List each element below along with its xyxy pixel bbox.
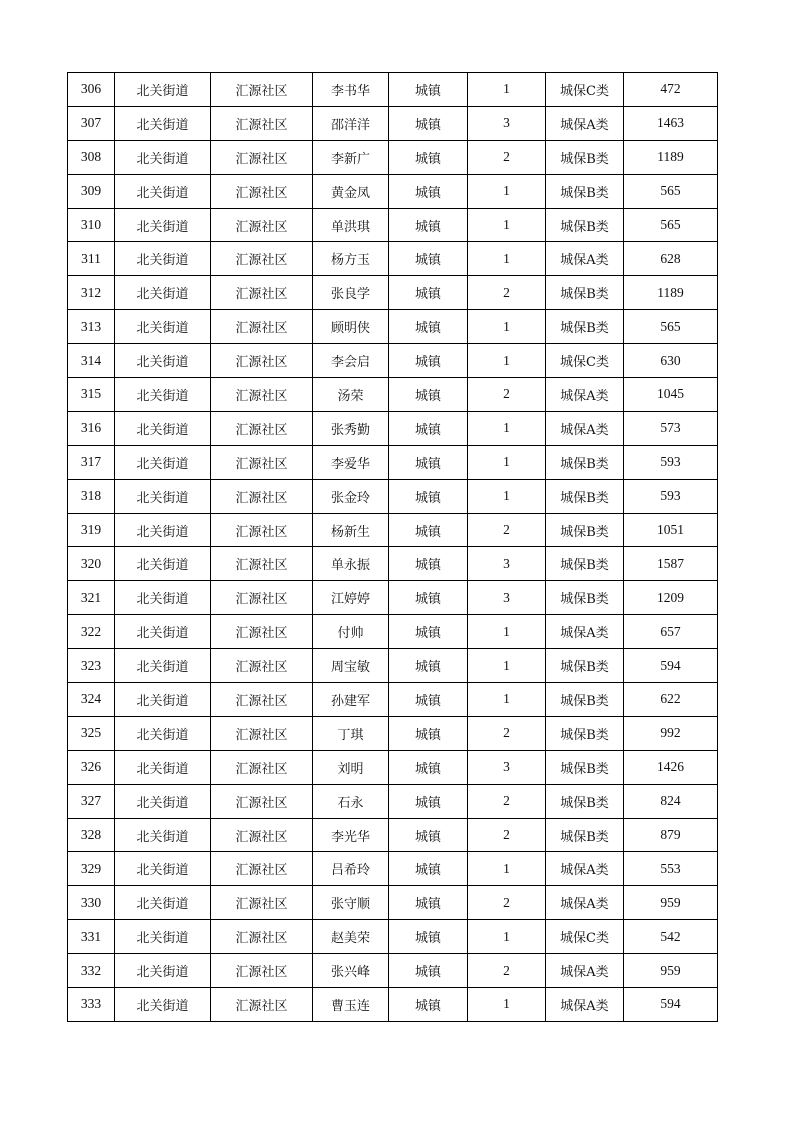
household-size-cell: 1 bbox=[468, 344, 546, 378]
subdistrict-cell: 北关街道 bbox=[115, 683, 211, 717]
residence-type-cell: 城镇 bbox=[389, 140, 468, 174]
name-cell: 周宝敏 bbox=[313, 649, 389, 683]
name-cell: 张守顺 bbox=[313, 886, 389, 920]
amount-cell: 1045 bbox=[624, 378, 718, 412]
assistance-category-cell: 城保B类 bbox=[546, 208, 624, 242]
row-number-cell: 307 bbox=[68, 106, 115, 140]
residence-type-cell: 城镇 bbox=[389, 886, 468, 920]
subdistrict-cell: 北关街道 bbox=[115, 716, 211, 750]
name-cell: 张金玲 bbox=[313, 479, 389, 513]
residence-type-cell: 城镇 bbox=[389, 242, 468, 276]
subdistrict-cell: 北关街道 bbox=[115, 852, 211, 886]
amount-cell: 622 bbox=[624, 683, 718, 717]
subdistrict-cell: 北关街道 bbox=[115, 73, 211, 107]
residence-type-cell: 城镇 bbox=[389, 750, 468, 784]
amount-cell: 630 bbox=[624, 344, 718, 378]
community-cell: 汇源社区 bbox=[211, 445, 313, 479]
household-size-cell: 2 bbox=[468, 513, 546, 547]
subdistrict-cell: 北关街道 bbox=[115, 174, 211, 208]
row-number-cell: 324 bbox=[68, 683, 115, 717]
amount-cell: 565 bbox=[624, 174, 718, 208]
assistance-category-cell: 城保A类 bbox=[546, 886, 624, 920]
table-row bbox=[68, 106, 718, 140]
subdistrict-cell: 北关街道 bbox=[115, 208, 211, 242]
amount-cell: 594 bbox=[624, 988, 718, 1022]
residence-type-cell: 城镇 bbox=[389, 310, 468, 344]
household-size-cell: 1 bbox=[468, 479, 546, 513]
assistance-category-cell: 城保A类 bbox=[546, 242, 624, 276]
amount-cell: 565 bbox=[624, 310, 718, 344]
row-number-cell: 333 bbox=[68, 988, 115, 1022]
subdistrict-cell: 北关街道 bbox=[115, 818, 211, 852]
name-cell: 李书华 bbox=[313, 73, 389, 107]
community-cell: 汇源社区 bbox=[211, 615, 313, 649]
household-size-cell: 2 bbox=[468, 818, 546, 852]
row-number-cell: 323 bbox=[68, 649, 115, 683]
row-number-cell: 318 bbox=[68, 479, 115, 513]
subdistrict-cell: 北关街道 bbox=[115, 547, 211, 581]
assistance-category-cell: 城保B类 bbox=[546, 784, 624, 818]
amount-cell: 573 bbox=[624, 411, 718, 445]
assistance-category-cell: 城保B类 bbox=[546, 683, 624, 717]
residence-type-cell: 城镇 bbox=[389, 276, 468, 310]
subdistrict-cell: 北关街道 bbox=[115, 378, 211, 412]
residence-type-cell: 城镇 bbox=[389, 513, 468, 547]
row-number-cell: 312 bbox=[68, 276, 115, 310]
amount-cell: 959 bbox=[624, 954, 718, 988]
assistance-category-cell: 城保B类 bbox=[546, 716, 624, 750]
community-cell: 汇源社区 bbox=[211, 513, 313, 547]
name-cell: 张秀勤 bbox=[313, 411, 389, 445]
table-row bbox=[68, 242, 718, 276]
amount-cell: 1426 bbox=[624, 750, 718, 784]
row-number-cell: 309 bbox=[68, 174, 115, 208]
row-number-cell: 326 bbox=[68, 750, 115, 784]
residence-type-cell: 城镇 bbox=[389, 852, 468, 886]
amount-cell: 628 bbox=[624, 242, 718, 276]
household-size-cell: 2 bbox=[468, 378, 546, 412]
residence-type-cell: 城镇 bbox=[389, 73, 468, 107]
name-cell: 吕希玲 bbox=[313, 852, 389, 886]
assistance-category-cell: 城保A类 bbox=[546, 615, 624, 649]
table-row bbox=[68, 547, 718, 581]
community-cell: 汇源社区 bbox=[211, 988, 313, 1022]
residence-type-cell: 城镇 bbox=[389, 649, 468, 683]
name-cell: 石永 bbox=[313, 784, 389, 818]
household-size-cell: 1 bbox=[468, 445, 546, 479]
amount-cell: 1051 bbox=[624, 513, 718, 547]
residence-type-cell: 城镇 bbox=[389, 479, 468, 513]
row-number-cell: 311 bbox=[68, 242, 115, 276]
row-number-cell: 317 bbox=[68, 445, 115, 479]
subdistrict-cell: 北关街道 bbox=[115, 445, 211, 479]
assistance-category-cell: 城保C类 bbox=[546, 73, 624, 107]
community-cell: 汇源社区 bbox=[211, 73, 313, 107]
household-size-cell: 1 bbox=[468, 411, 546, 445]
roster-table-body bbox=[68, 73, 718, 1022]
row-number-cell: 321 bbox=[68, 581, 115, 615]
subdistrict-cell: 北关街道 bbox=[115, 886, 211, 920]
name-cell: 张良学 bbox=[313, 276, 389, 310]
row-number-cell: 328 bbox=[68, 818, 115, 852]
assistance-category-cell: 城保B类 bbox=[546, 818, 624, 852]
residence-type-cell: 城镇 bbox=[389, 954, 468, 988]
table-row bbox=[68, 310, 718, 344]
name-cell: 杨新生 bbox=[313, 513, 389, 547]
assistance-category-cell: 城保A类 bbox=[546, 954, 624, 988]
subdistrict-cell: 北关街道 bbox=[115, 920, 211, 954]
subdistrict-cell: 北关街道 bbox=[115, 276, 211, 310]
row-number-cell: 308 bbox=[68, 140, 115, 174]
household-size-cell: 1 bbox=[468, 73, 546, 107]
subdistrict-cell: 北关街道 bbox=[115, 140, 211, 174]
subdistrict-cell: 北关街道 bbox=[115, 581, 211, 615]
assistance-category-cell: 城保A类 bbox=[546, 106, 624, 140]
subdistrict-cell: 北关街道 bbox=[115, 106, 211, 140]
table-row bbox=[68, 479, 718, 513]
community-cell: 汇源社区 bbox=[211, 954, 313, 988]
name-cell: 黄金凤 bbox=[313, 174, 389, 208]
community-cell: 汇源社区 bbox=[211, 750, 313, 784]
table-row bbox=[68, 818, 718, 852]
table-row bbox=[68, 954, 718, 988]
household-size-cell: 1 bbox=[468, 920, 546, 954]
household-size-cell: 1 bbox=[468, 649, 546, 683]
amount-cell: 594 bbox=[624, 649, 718, 683]
community-cell: 汇源社区 bbox=[211, 852, 313, 886]
subdistrict-cell: 北关街道 bbox=[115, 750, 211, 784]
roster-table bbox=[67, 72, 718, 1022]
name-cell: 邵洋洋 bbox=[313, 106, 389, 140]
table-row bbox=[68, 276, 718, 310]
subdistrict-cell: 北关街道 bbox=[115, 479, 211, 513]
table-row bbox=[68, 886, 718, 920]
household-size-cell: 1 bbox=[468, 683, 546, 717]
subdistrict-cell: 北关街道 bbox=[115, 784, 211, 818]
community-cell: 汇源社区 bbox=[211, 547, 313, 581]
community-cell: 汇源社区 bbox=[211, 649, 313, 683]
assistance-category-cell: 城保A类 bbox=[546, 378, 624, 412]
household-size-cell: 3 bbox=[468, 106, 546, 140]
residence-type-cell: 城镇 bbox=[389, 445, 468, 479]
name-cell: 单永振 bbox=[313, 547, 389, 581]
household-size-cell: 1 bbox=[468, 615, 546, 649]
amount-cell: 553 bbox=[624, 852, 718, 886]
household-size-cell: 2 bbox=[468, 716, 546, 750]
assistance-category-cell: 城保B类 bbox=[546, 750, 624, 784]
amount-cell: 542 bbox=[624, 920, 718, 954]
community-cell: 汇源社区 bbox=[211, 479, 313, 513]
name-cell: 顾明侠 bbox=[313, 310, 389, 344]
subdistrict-cell: 北关街道 bbox=[115, 954, 211, 988]
assistance-category-cell: 城保C类 bbox=[546, 920, 624, 954]
subdistrict-cell: 北关街道 bbox=[115, 649, 211, 683]
assistance-category-cell: 城保B类 bbox=[546, 310, 624, 344]
table-row bbox=[68, 208, 718, 242]
name-cell: 汤荣 bbox=[313, 378, 389, 412]
row-number-cell: 319 bbox=[68, 513, 115, 547]
amount-cell: 1189 bbox=[624, 140, 718, 174]
row-number-cell: 325 bbox=[68, 716, 115, 750]
amount-cell: 593 bbox=[624, 445, 718, 479]
name-cell: 李光华 bbox=[313, 818, 389, 852]
residence-type-cell: 城镇 bbox=[389, 547, 468, 581]
row-number-cell: 310 bbox=[68, 208, 115, 242]
table-row bbox=[68, 988, 718, 1022]
row-number-cell: 313 bbox=[68, 310, 115, 344]
residence-type-cell: 城镇 bbox=[389, 344, 468, 378]
assistance-category-cell: 城保B类 bbox=[546, 581, 624, 615]
name-cell: 张兴峰 bbox=[313, 954, 389, 988]
table-row bbox=[68, 615, 718, 649]
row-number-cell: 327 bbox=[68, 784, 115, 818]
name-cell: 李会启 bbox=[313, 344, 389, 378]
name-cell: 赵美荣 bbox=[313, 920, 389, 954]
row-number-cell: 322 bbox=[68, 615, 115, 649]
residence-type-cell: 城镇 bbox=[389, 106, 468, 140]
table-row bbox=[68, 140, 718, 174]
community-cell: 汇源社区 bbox=[211, 242, 313, 276]
community-cell: 汇源社区 bbox=[211, 344, 313, 378]
row-number-cell: 329 bbox=[68, 852, 115, 886]
amount-cell: 593 bbox=[624, 479, 718, 513]
row-number-cell: 320 bbox=[68, 547, 115, 581]
community-cell: 汇源社区 bbox=[211, 378, 313, 412]
household-size-cell: 1 bbox=[468, 310, 546, 344]
name-cell: 李新广 bbox=[313, 140, 389, 174]
amount-cell: 824 bbox=[624, 784, 718, 818]
subdistrict-cell: 北关街道 bbox=[115, 615, 211, 649]
residence-type-cell: 城镇 bbox=[389, 683, 468, 717]
household-size-cell: 2 bbox=[468, 954, 546, 988]
name-cell: 曹玉连 bbox=[313, 988, 389, 1022]
household-size-cell: 3 bbox=[468, 750, 546, 784]
table-row bbox=[68, 513, 718, 547]
name-cell: 丁琪 bbox=[313, 716, 389, 750]
table-row bbox=[68, 445, 718, 479]
row-number-cell: 330 bbox=[68, 886, 115, 920]
assistance-category-cell: 城保B类 bbox=[546, 140, 624, 174]
assistance-category-cell: 城保B类 bbox=[546, 479, 624, 513]
subdistrict-cell: 北关街道 bbox=[115, 310, 211, 344]
household-size-cell: 2 bbox=[468, 276, 546, 310]
community-cell: 汇源社区 bbox=[211, 683, 313, 717]
community-cell: 汇源社区 bbox=[211, 310, 313, 344]
table-row bbox=[68, 378, 718, 412]
table-row bbox=[68, 852, 718, 886]
name-cell: 杨方玉 bbox=[313, 242, 389, 276]
name-cell: 李爱华 bbox=[313, 445, 389, 479]
table-row bbox=[68, 784, 718, 818]
subdistrict-cell: 北关街道 bbox=[115, 513, 211, 547]
household-size-cell: 1 bbox=[468, 988, 546, 1022]
assistance-category-cell: 城保B类 bbox=[546, 445, 624, 479]
household-size-cell: 2 bbox=[468, 886, 546, 920]
assistance-category-cell: 城保A类 bbox=[546, 411, 624, 445]
table-row bbox=[68, 73, 718, 107]
amount-cell: 657 bbox=[624, 615, 718, 649]
residence-type-cell: 城镇 bbox=[389, 818, 468, 852]
table-row bbox=[68, 411, 718, 445]
row-number-cell: 306 bbox=[68, 73, 115, 107]
residence-type-cell: 城镇 bbox=[389, 174, 468, 208]
community-cell: 汇源社区 bbox=[211, 106, 313, 140]
residence-type-cell: 城镇 bbox=[389, 581, 468, 615]
table-row bbox=[68, 174, 718, 208]
assistance-category-cell: 城保B类 bbox=[546, 547, 624, 581]
subdistrict-cell: 北关街道 bbox=[115, 988, 211, 1022]
subdistrict-cell: 北关街道 bbox=[115, 242, 211, 276]
community-cell: 汇源社区 bbox=[211, 784, 313, 818]
household-size-cell: 1 bbox=[468, 242, 546, 276]
name-cell: 单洪琪 bbox=[313, 208, 389, 242]
amount-cell: 879 bbox=[624, 818, 718, 852]
amount-cell: 1189 bbox=[624, 276, 718, 310]
residence-type-cell: 城镇 bbox=[389, 988, 468, 1022]
community-cell: 汇源社区 bbox=[211, 411, 313, 445]
table-row bbox=[68, 581, 718, 615]
community-cell: 汇源社区 bbox=[211, 920, 313, 954]
amount-cell: 959 bbox=[624, 886, 718, 920]
row-number-cell: 316 bbox=[68, 411, 115, 445]
residence-type-cell: 城镇 bbox=[389, 208, 468, 242]
table-row bbox=[68, 716, 718, 750]
community-cell: 汇源社区 bbox=[211, 818, 313, 852]
assistance-category-cell: 城保C类 bbox=[546, 344, 624, 378]
household-size-cell: 3 bbox=[468, 547, 546, 581]
row-number-cell: 332 bbox=[68, 954, 115, 988]
household-size-cell: 1 bbox=[468, 852, 546, 886]
community-cell: 汇源社区 bbox=[211, 716, 313, 750]
subdistrict-cell: 北关街道 bbox=[115, 411, 211, 445]
residence-type-cell: 城镇 bbox=[389, 784, 468, 818]
amount-cell: 1463 bbox=[624, 106, 718, 140]
table-row bbox=[68, 750, 718, 784]
community-cell: 汇源社区 bbox=[211, 276, 313, 310]
household-size-cell: 2 bbox=[468, 784, 546, 818]
row-number-cell: 314 bbox=[68, 344, 115, 378]
name-cell: 刘明 bbox=[313, 750, 389, 784]
residence-type-cell: 城镇 bbox=[389, 411, 468, 445]
subdistrict-cell: 北关街道 bbox=[115, 344, 211, 378]
amount-cell: 565 bbox=[624, 208, 718, 242]
household-size-cell: 1 bbox=[468, 208, 546, 242]
row-number-cell: 315 bbox=[68, 378, 115, 412]
amount-cell: 1587 bbox=[624, 547, 718, 581]
residence-type-cell: 城镇 bbox=[389, 378, 468, 412]
assistance-category-cell: 城保B类 bbox=[546, 276, 624, 310]
amount-cell: 472 bbox=[624, 73, 718, 107]
community-cell: 汇源社区 bbox=[211, 140, 313, 174]
name-cell: 江婷婷 bbox=[313, 581, 389, 615]
amount-cell: 1209 bbox=[624, 581, 718, 615]
assistance-category-cell: 城保B类 bbox=[546, 513, 624, 547]
name-cell: 付帅 bbox=[313, 615, 389, 649]
table-row bbox=[68, 920, 718, 954]
amount-cell: 992 bbox=[624, 716, 718, 750]
table-row bbox=[68, 683, 718, 717]
table-row bbox=[68, 649, 718, 683]
community-cell: 汇源社区 bbox=[211, 208, 313, 242]
community-cell: 汇源社区 bbox=[211, 581, 313, 615]
row-number-cell: 331 bbox=[68, 920, 115, 954]
household-size-cell: 3 bbox=[468, 581, 546, 615]
assistance-category-cell: 城保A类 bbox=[546, 988, 624, 1022]
name-cell: 孙建军 bbox=[313, 683, 389, 717]
community-cell: 汇源社区 bbox=[211, 174, 313, 208]
assistance-category-cell: 城保A类 bbox=[546, 852, 624, 886]
residence-type-cell: 城镇 bbox=[389, 615, 468, 649]
table-row bbox=[68, 344, 718, 378]
household-size-cell: 1 bbox=[468, 174, 546, 208]
household-size-cell: 2 bbox=[468, 140, 546, 174]
assistance-category-cell: 城保B类 bbox=[546, 174, 624, 208]
community-cell: 汇源社区 bbox=[211, 886, 313, 920]
residence-type-cell: 城镇 bbox=[389, 716, 468, 750]
assistance-category-cell: 城保B类 bbox=[546, 649, 624, 683]
residence-type-cell: 城镇 bbox=[389, 920, 468, 954]
